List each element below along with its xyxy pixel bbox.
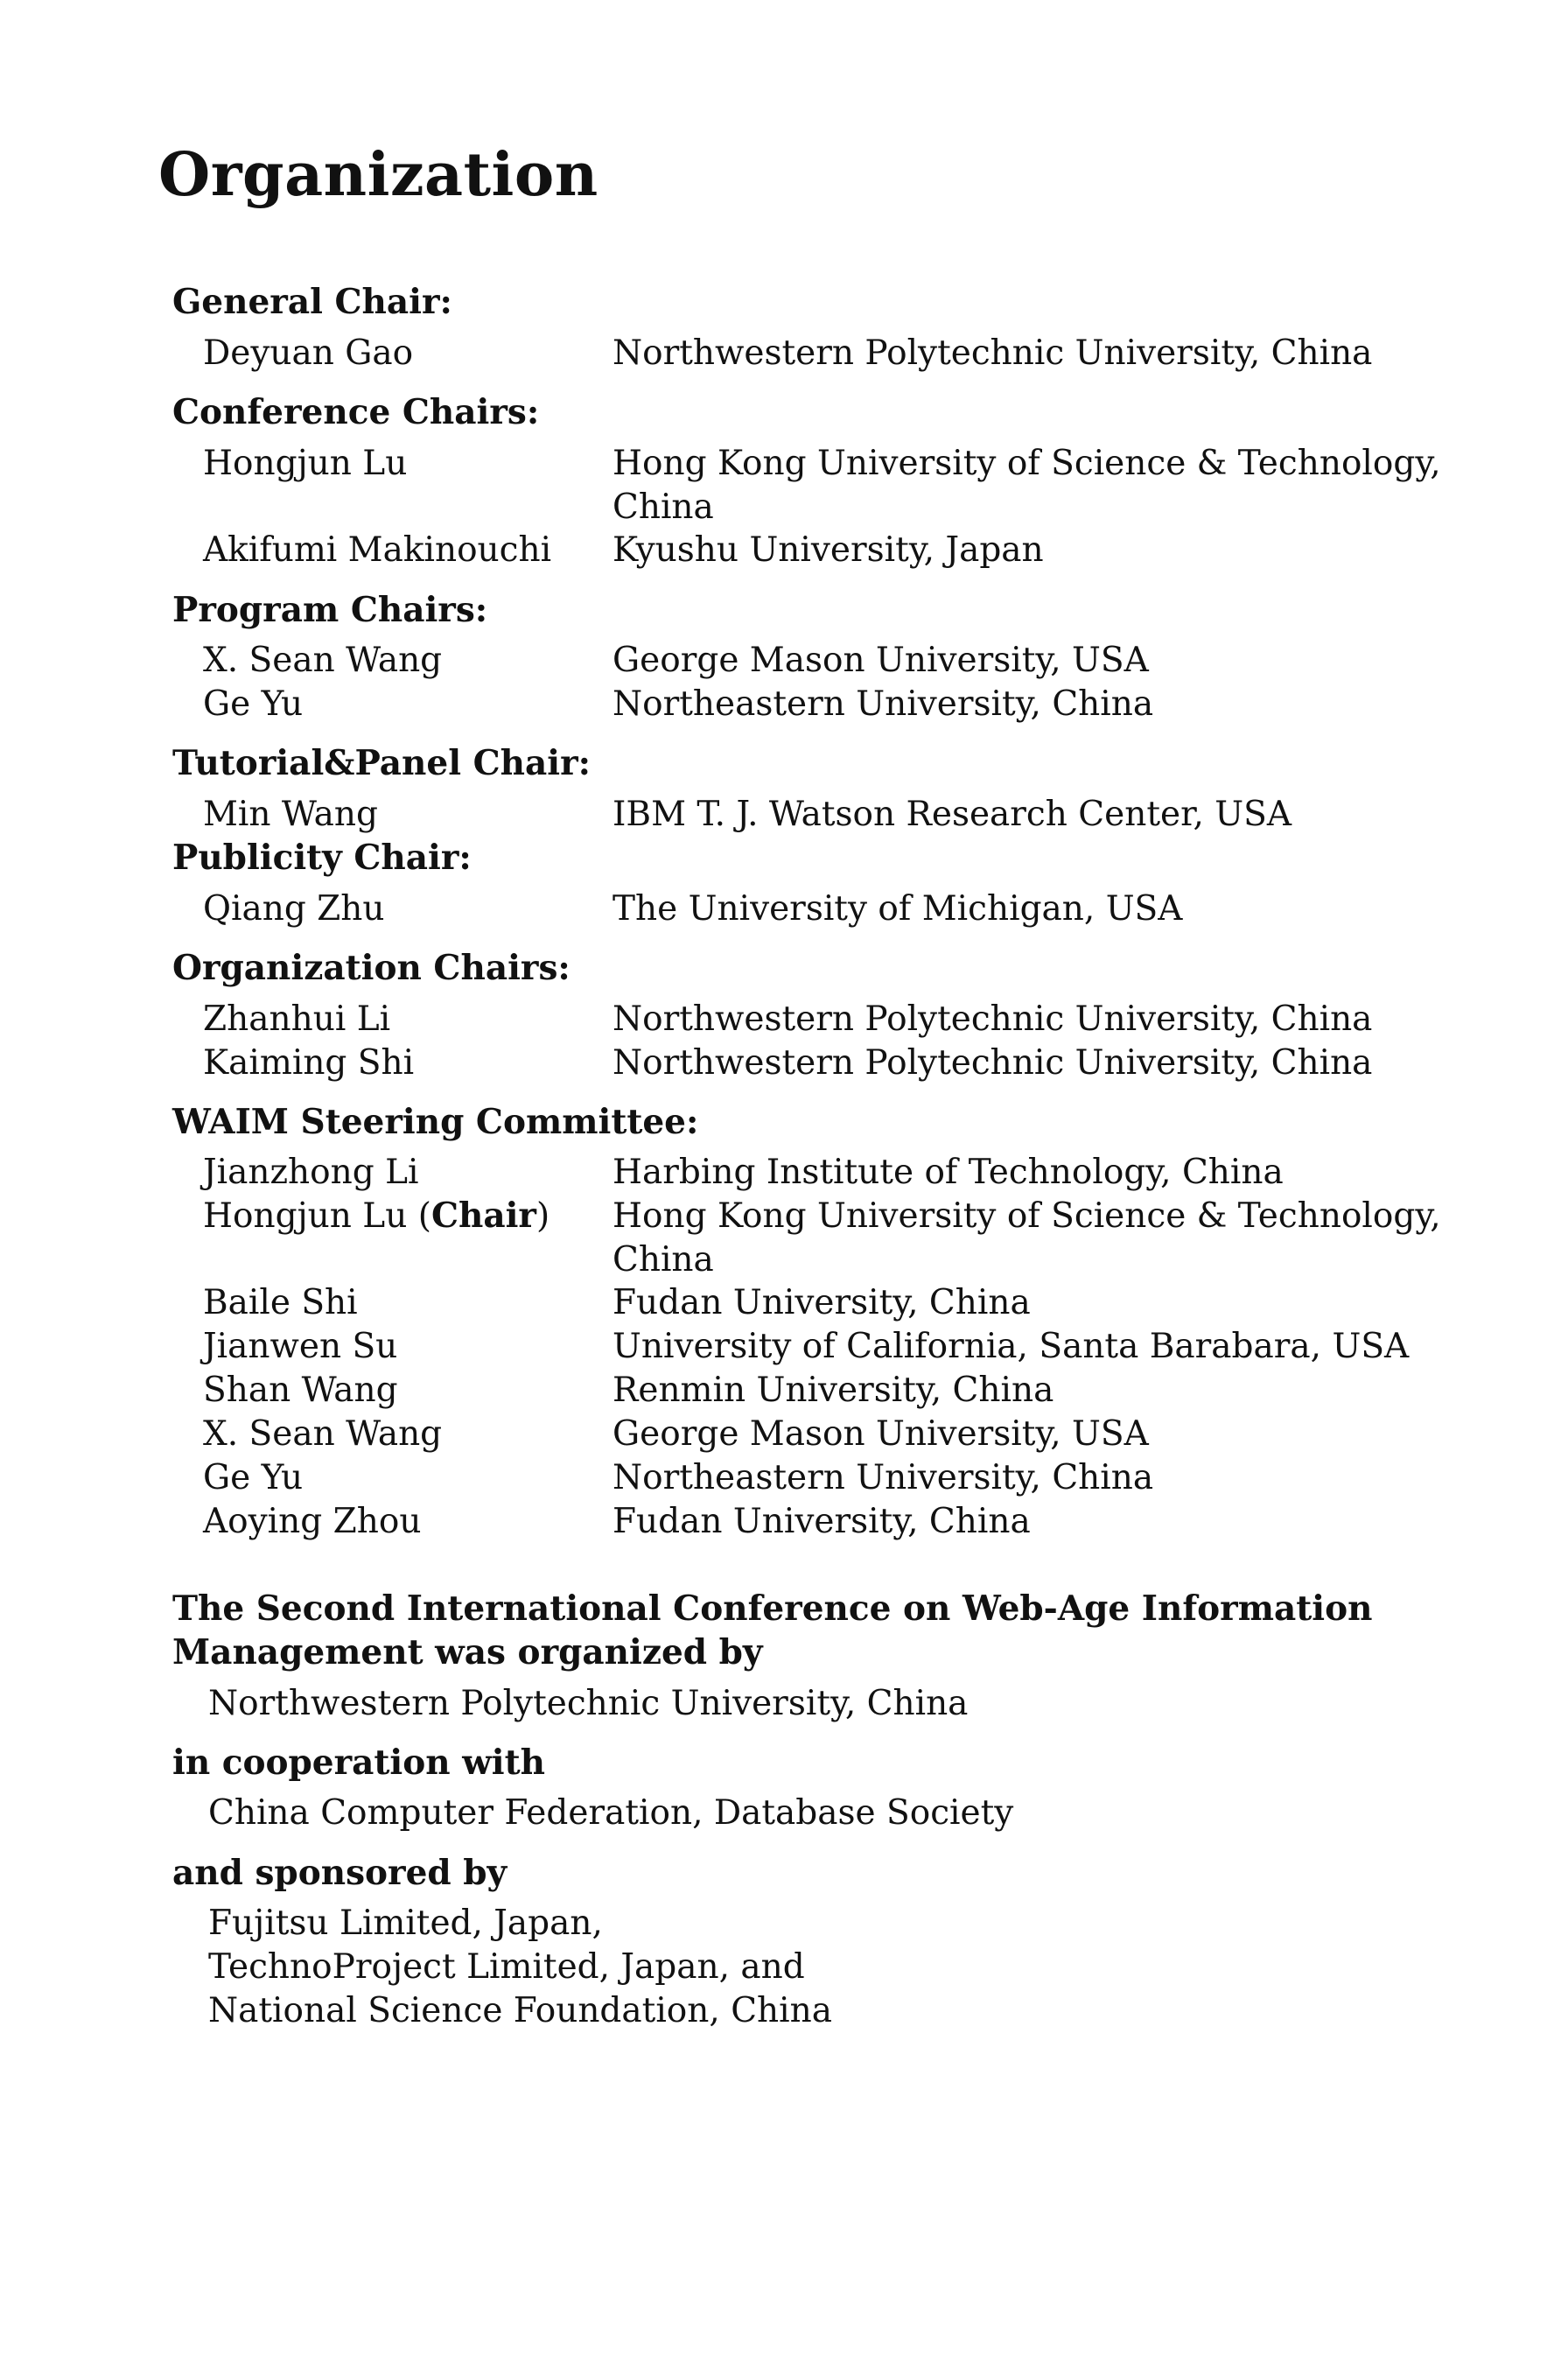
chair-label: Chair [430,1196,536,1236]
member-name: Jianzhong Li [203,1153,419,1192]
member-affiliation: IBM T. J. Watson Research Center, USA [612,795,1292,834]
member-affiliation: Kyushu University, Japan [612,530,1044,570]
section-heading-general-chair: General Chair: [172,282,452,322]
section-heading-tutorial-panel-chair: Tutorial&Panel Chair: [172,743,592,783]
cooperation-partner: China Computer Federation, Database Society [208,1793,1014,1833]
member-name-suffix: ) [536,1196,550,1236]
member-affiliation: Northeastern University, China [612,1458,1154,1497]
member-name-chair [203,1196,550,1236]
section-heading-conference-chairs: Conference Chairs: [172,392,540,432]
member-affiliation: George Mason University, USA [612,641,1149,680]
member-affiliation-continued: China [612,1240,714,1280]
cooperation-heading: in cooperation with [172,1742,545,1783]
member-affiliation-continued: China [612,487,714,527]
member-name: Aoying Zhou [203,1502,422,1541]
member-name: Kaiming Shi [203,1043,415,1083]
section-heading-organization-chairs: Organization Chairs: [172,948,570,988]
organizer-name: Northwestern Polytechnic University, China [208,1684,969,1723]
member-name: Min Wang [203,795,378,834]
sponsor-item: National Science Foundation, China [208,1991,832,2030]
member-affiliation: Harbing Institute of Technology, China [612,1153,1284,1192]
organized-by-heading-line2: Management was organized by [172,1632,763,1672]
member-affiliation: Hong Kong University of Science & Technology, [612,444,1441,483]
sponsor-heading: and sponsored by [172,1853,508,1893]
member-name: Qiang Zhu [203,889,385,929]
member-affiliation: Fudan University, China [612,1283,1031,1322]
member-name: Ge Yu [203,684,304,724]
member-name: Zhanhui Li [203,999,391,1039]
member-affiliation: Northwestern Polytechnic University, China [612,333,1373,373]
member-affiliation: University of California, Santa Barabara, USA [612,1327,1410,1366]
member-name: Jianwen Su [203,1327,398,1366]
member-name-prefix: Hongjun Lu ( [203,1196,431,1236]
section-heading-program-chairs: Program Chairs: [172,590,488,630]
member-name: Baile Shi [203,1283,358,1322]
member-affiliation: Northwestern Polytechnic University, China [612,999,1373,1039]
sponsor-item: Fujitsu Limited, Japan, [208,1904,603,1943]
member-affiliation: Fudan University, China [612,1502,1031,1541]
section-heading-publicity-chair: Publicity Chair: [172,838,472,878]
member-affiliation: The University of Michigan, USA [612,889,1183,929]
member-name: Shan Wang [203,1371,398,1410]
section-heading-steering-committee: WAIM Steering Committee: [172,1102,699,1142]
member-affiliation: Northeastern University, China [612,684,1154,724]
sponsor-item: TechnoProject Limited, Japan, and [208,1947,805,1987]
page-title: Organization [158,140,598,210]
member-affiliation: Hong Kong University of Science & Technology, [612,1196,1441,1236]
member-name: Akifumi Makinouchi [203,530,552,570]
member-name: X. Sean Wang [203,641,443,680]
member-name: Ge Yu [203,1458,304,1497]
member-name: Hongjun Lu [203,444,408,483]
member-name: Deyuan Gao [203,333,414,373]
member-affiliation: Northwestern Polytechnic University, China [612,1043,1373,1083]
organized-by-heading-line1: The Second International Conference on Web-Age Information [172,1588,1373,1629]
member-name: X. Sean Wang [203,1414,443,1454]
member-affiliation: Renmin University, China [612,1371,1054,1410]
member-affiliation: George Mason University, USA [612,1414,1149,1454]
